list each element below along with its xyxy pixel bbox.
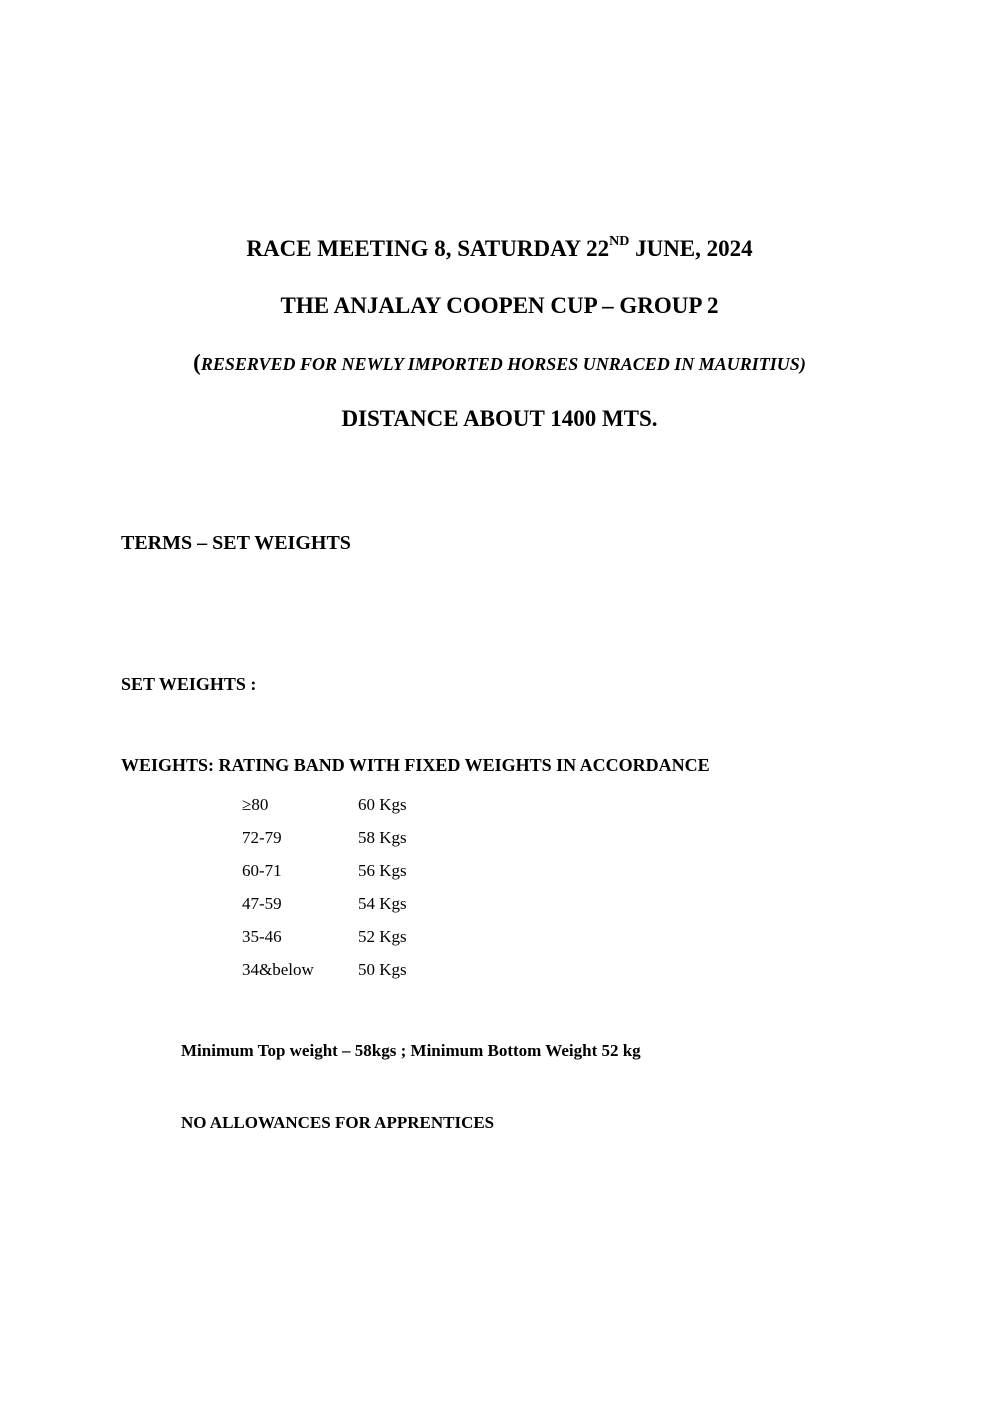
rating-band: 35-46 <box>242 927 282 946</box>
subtitle-text: RESERVED FOR NEWLY IMPORTED HORSES UNRACED IN MAURITIUS <box>200 354 800 374</box>
terms-heading: TERMS – SET WEIGHTS <box>121 532 351 554</box>
fixed-weight: 50 Kgs <box>358 960 407 979</box>
set-weights-label: SET WEIGHTS : <box>121 674 257 694</box>
fixed-weight: 58 Kgs <box>358 828 407 847</box>
race-meeting-title <box>0 236 999 262</box>
distance-heading: DISTANCE ABOUT 1400 MTS. <box>341 406 658 431</box>
rating-band: ≥80 <box>242 795 269 814</box>
fixed-weight: 52 Kgs <box>358 927 407 946</box>
reservation-subtitle <box>0 350 999 376</box>
fixed-weight: 56 Kgs <box>358 861 407 880</box>
rating-band: 47-59 <box>242 894 282 913</box>
race-meeting-title-pre: RACE MEETING 8, SATURDAY 22 <box>246 236 610 261</box>
minimum-weight-note: Minimum Top weight – 58kgs ; Minimum Bottom Weight 52 kg <box>181 1041 641 1060</box>
fixed-weight: 60 Kgs <box>358 795 407 814</box>
rating-band: 60-71 <box>242 861 282 880</box>
subtitle-paren-close: ) <box>799 354 806 374</box>
fixed-weight: 54 Kgs <box>358 894 407 913</box>
rating-band: 72-79 <box>242 828 282 847</box>
race-meeting-title-sup: ND <box>609 234 630 250</box>
rating-band: 34&below <box>242 960 314 979</box>
subtitle-paren-open: ( <box>193 350 201 375</box>
cup-title: THE ANJALAY COOPEN CUP – GROUP 2 <box>280 293 719 318</box>
race-meeting-title-post: JUNE, 2024 <box>629 236 753 261</box>
weights-heading: WEIGHTS: RATING BAND WITH FIXED WEIGHTS IN ACCORDANCE <box>121 755 710 775</box>
apprentice-allowance-note: NO ALLOWANCES FOR APPRENTICES <box>181 1113 495 1132</box>
